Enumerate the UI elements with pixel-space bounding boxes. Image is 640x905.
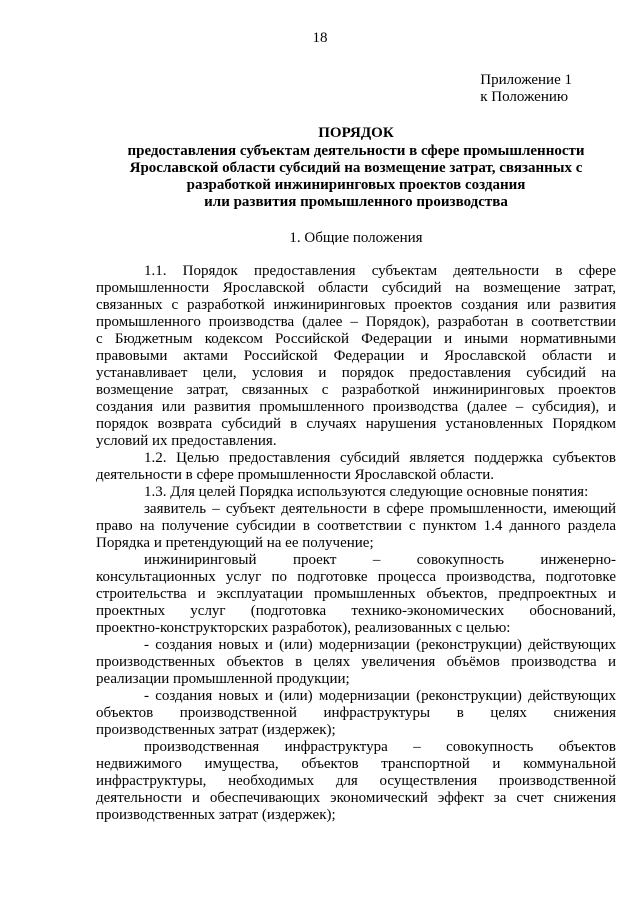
body-line: - создания новых и (или) модернизации (реконструкции) действующих xyxy=(144,637,616,653)
body-line: право на получение субсидии в соответствии с пунктом 1.4 данного раздела xyxy=(96,518,616,534)
body-line: устанавливает цели, условия и порядок предоставления субсидий на xyxy=(96,365,616,381)
body-line: правовыми актами Российской Федерации и Ярославской области и xyxy=(96,348,616,364)
body-line: инфраструктуры, необходимых для осуществления производственной xyxy=(96,773,616,789)
body-line: заявитель – субъект деятельности в сфере промышленности, имеющий xyxy=(144,501,616,517)
title-main: ПОРЯДОК xyxy=(318,125,394,141)
body-line: проектно-конструкторских разработок), реализованных с целью: xyxy=(96,620,511,636)
body-line: объектов производственной инфраструктуры в целях снижения xyxy=(96,705,616,721)
body-line: инжиниринговый проект – совокупность инженерно- xyxy=(144,552,616,568)
appendix-line-2: к Положению xyxy=(480,89,569,105)
section-heading: 1. Общие положения xyxy=(289,230,423,246)
body-line: производственных объектов в целях увеличения объёмов производства и xyxy=(96,654,616,670)
body-line: деятельности в сфере промышленности Ярославской области. xyxy=(96,467,495,483)
body-line: с Бюджетным кодексом Российской Федерации и иными нормативными xyxy=(96,331,616,347)
body-line: производственных затрат (издержек); xyxy=(96,722,336,738)
appendix-line-1: Приложение 1 xyxy=(480,72,572,88)
body-line: недвижимого имущества, объектов транспортной и коммунальной xyxy=(96,756,616,772)
appendix-note xyxy=(480,72,572,106)
title-line: или развития промышленного производства xyxy=(204,194,508,210)
body-line: производственных затрат (издержек); xyxy=(96,807,336,823)
body-line: промышленного производства (далее – Порядок), разработан в соответствии xyxy=(96,314,616,330)
body-line: 1.1. Порядок предоставления субъектам деятельности в сфере xyxy=(144,263,616,279)
body-line: - создания новых и (или) модернизации (реконструкции) действующих xyxy=(144,688,616,704)
body-text xyxy=(96,263,616,824)
body-line: реализации промышленной продукции; xyxy=(96,671,350,687)
body-line: связанных с разработкой инжиниринговых проектов создания или развития xyxy=(96,297,616,313)
body-line: консультационных услуг по подготовке процесса производства, подготовке xyxy=(96,569,616,585)
title-line: предоставления субъектам деятельности в сфере промышленности xyxy=(127,143,585,159)
body-line: 1.3. Для целей Порядка используются следующие основные понятия: xyxy=(144,484,589,500)
body-line: Порядка и претендующий на ее получение; xyxy=(96,535,374,551)
body-line: 1.2. Целью предоставления субсидий является поддержка субъектов xyxy=(144,450,616,466)
body-line: порядок возврата субсидий в случаях нарушения установленных Порядком xyxy=(96,416,616,432)
body-line: создания или развития промышленного производства (далее – субсидия), и xyxy=(96,399,616,415)
body-line: промышленности Ярославской области субсидий на возмещение затрат, xyxy=(96,280,616,296)
body-line: условий их предоставления. xyxy=(96,433,277,449)
body-line: строительства и эксплуатации промышленных объектов, предпроектных и xyxy=(96,586,616,602)
page-number: 18 xyxy=(312,30,328,46)
document-title xyxy=(96,125,616,211)
title-line: разработкой инжиниринговых проектов создания xyxy=(186,177,526,193)
body-line: возмещение затрат, связанных с разработкой инжиниринговых проектов xyxy=(96,382,616,398)
body-line: деятельности и обеспечивающих экономический эффект за счет снижения xyxy=(96,790,616,806)
body-line: производственная инфраструктура – совокупность объектов xyxy=(144,739,616,755)
body-line: проектных услуг (подготовка технико-экономических обоснований, xyxy=(96,603,616,619)
title-line: Ярославской области субсидий на возмещение затрат, связанных с xyxy=(129,160,583,176)
